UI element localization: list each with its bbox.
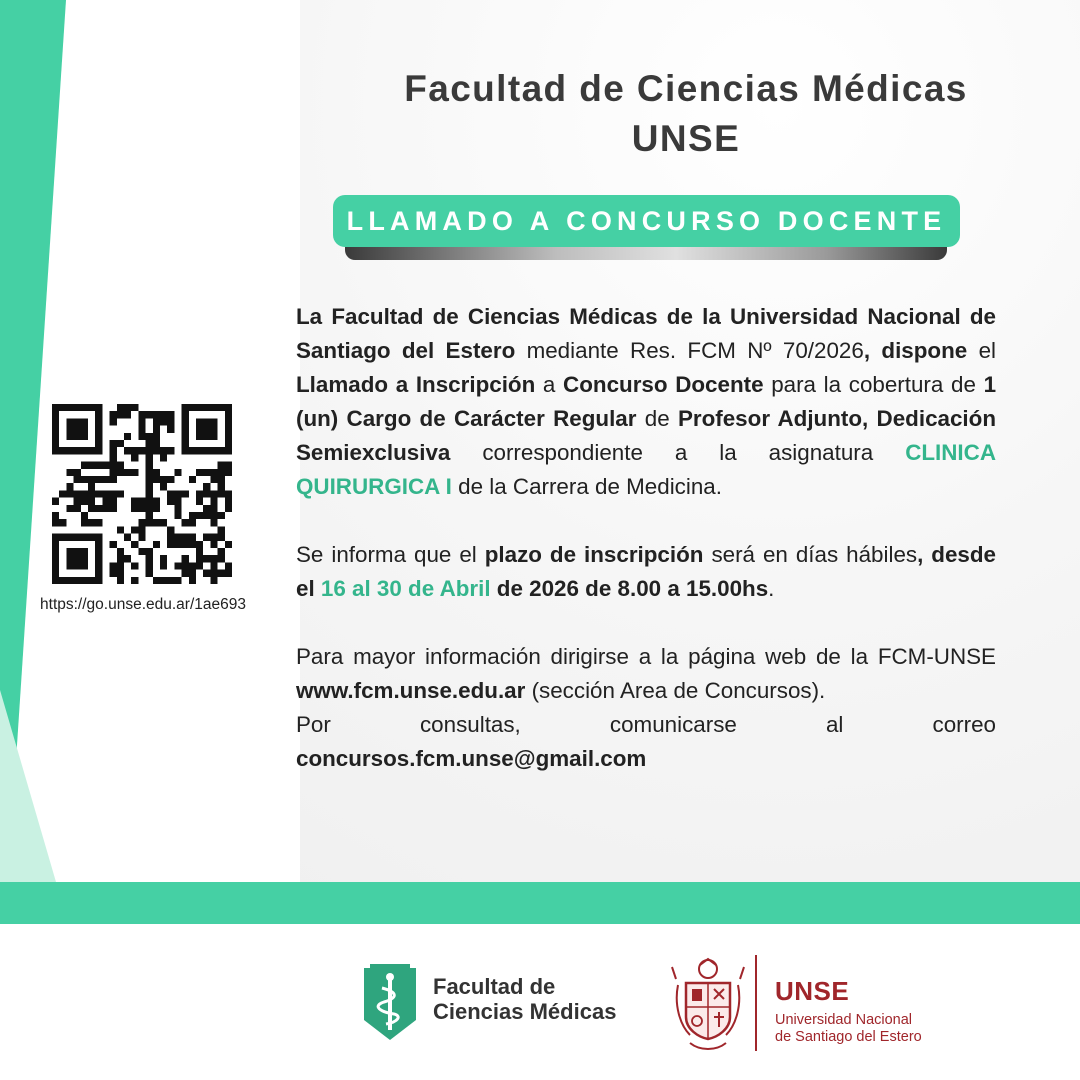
title-line-2: UNSE bbox=[631, 118, 741, 159]
text-year-hours: de 2026 de 8.00 a 15.00hs bbox=[490, 576, 769, 601]
text-connector: el bbox=[967, 338, 996, 363]
text-connector: de bbox=[636, 406, 678, 431]
unse-logo-subtitle bbox=[775, 1012, 975, 1046]
fcm-logo-line-2: Ciencias Médicas bbox=[433, 999, 617, 1024]
email-link[interactable]: concursos.fcm.unse@gmail.com bbox=[296, 746, 647, 771]
text-date-range: 16 al 30 de Abril bbox=[320, 576, 491, 601]
paragraph-call bbox=[296, 300, 996, 504]
text-connector: a bbox=[535, 372, 564, 397]
page-title bbox=[296, 64, 1076, 164]
text-from: , desde el bbox=[296, 542, 996, 601]
unse-logo-title: UNSE bbox=[775, 976, 850, 1006]
banner-label: LLAMADO A CONCURSO DOCENTE bbox=[333, 195, 960, 247]
text-subject-intro: correspondiente a la asignatura bbox=[450, 440, 906, 465]
paragraph-contact bbox=[296, 640, 996, 776]
text-inform: Se informa que el bbox=[296, 542, 485, 567]
text-subject-name: CLINICA QUIRURGICA I bbox=[296, 440, 996, 499]
text-coverage: para la cobertura de bbox=[763, 372, 984, 397]
qr-code-icon[interactable] bbox=[52, 404, 232, 584]
title-line-1: Facultad de Ciencias Médicas bbox=[404, 68, 968, 109]
text-consultations: Por consultas, comunicarse al correo bbox=[296, 712, 996, 737]
caduceus-shield-icon bbox=[360, 962, 420, 1042]
university-crest-icon bbox=[670, 955, 746, 1053]
unse-logo-sub-2: de Santiago del Estero bbox=[775, 1029, 922, 1045]
qr-url[interactable]: https://go.unse.edu.ar/1ae693 bbox=[40, 596, 246, 613]
text-career: de la Carrera de Medicina. bbox=[451, 474, 722, 499]
fcm-logo-line-1: Facultad de bbox=[433, 974, 556, 999]
text-faculty-name: La Facultad de Ciencias Médicas de la Universidad Nacional de Santiago del Estero bbox=[296, 304, 996, 363]
body-text bbox=[296, 300, 996, 776]
footer-band bbox=[0, 882, 1080, 924]
text-section: (sección Area de Concursos). bbox=[525, 678, 826, 703]
website-link[interactable]: www.fcm.unse.edu.ar bbox=[296, 678, 526, 703]
text-period-end: . bbox=[768, 576, 775, 601]
fcm-logo-text bbox=[433, 974, 653, 1024]
unse-logo-sub-1: Universidad Nacional bbox=[775, 1012, 913, 1028]
logo-divider bbox=[755, 955, 757, 1051]
text-dispone: , dispone bbox=[863, 338, 968, 363]
text-position-count: 1 (un) Cargo de Carácter Regular bbox=[296, 372, 997, 431]
text-business-days: será en días hábiles bbox=[703, 542, 918, 567]
text-teaching-contest: Concurso Docente bbox=[563, 372, 764, 397]
paragraph-deadline bbox=[296, 538, 996, 606]
text-more-info: Para mayor información dirigirse a la página web de la FCM-UNSE bbox=[296, 644, 996, 669]
text-position-type: Profesor Adjunto, Dedicación Semiexclusiva bbox=[296, 406, 996, 465]
text-call-registration: Llamado a Inscripción bbox=[296, 372, 536, 397]
text-resolution: mediante Res. FCM Nº 70/2026 bbox=[515, 338, 864, 363]
text-registration-period: plazo de inscripción bbox=[484, 542, 704, 567]
